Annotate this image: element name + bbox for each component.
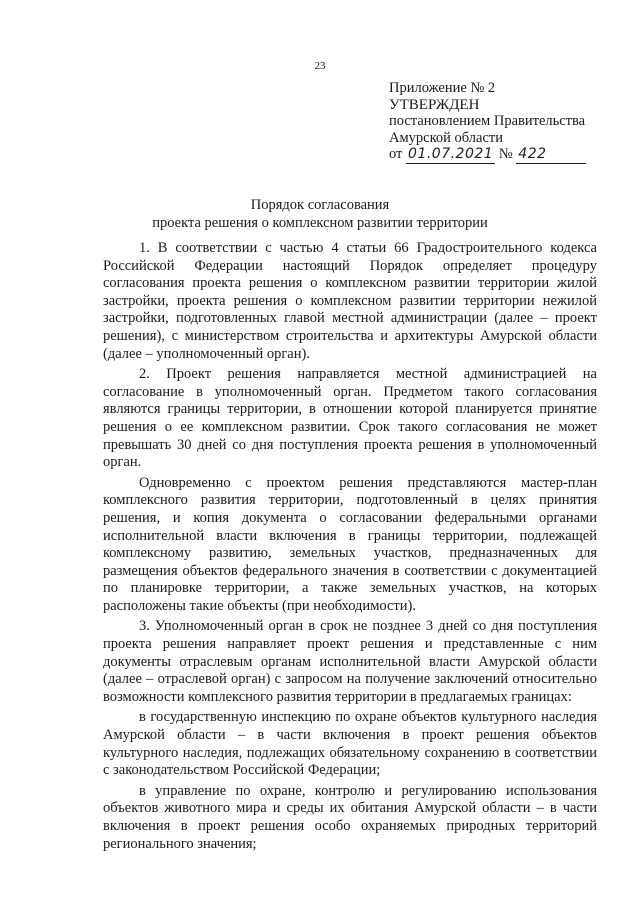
date-prefix: от [389, 146, 403, 162]
date-number-line [389, 146, 586, 164]
resolution-label: постановлением Правительства [389, 113, 586, 129]
paragraph: 2. Проект решения направляется местной администрацией на согласование в уполномоченный орган. Предметом такого согласования являются границы территории, в отношении которой планируется принятие решения о ее комплексном развитии. Срок такого согласования не может превышать 30 дней со дня поступления проекта решения в уполномоченный орган. [103, 366, 597, 471]
document-title [0, 196, 640, 232]
title-line-2: проекта решения о комплексном развитии территории [152, 215, 488, 231]
handwritten-date: 01.07.2021 [408, 146, 494, 162]
paragraph: в управление по охране, контролю и регулированию использования объектов животного мира и среды их обитания Амурской области – в части включения в проект решения особо охраняемых природных территорий регионального значения; [103, 782, 597, 852]
number-prefix: № [498, 146, 513, 162]
page-number: 23 [314, 60, 326, 72]
appendix-label: Приложение № 2 [389, 80, 496, 96]
paragraph: 1. В соответствии с частью 4 статьи 66 Градостроительного кодекса Российской Федерации настоящий Порядок определяет процедуру согласования проекта решения о комплексном развитии территории жилой застройки, проекта решения о комплексном развитии территории нежилой застройки, подготовленных главой местной администрации (далее – проект решения), с министерством строительства и архитектуры Амурской области (далее – уполномоченный орган). [103, 240, 597, 362]
paragraph: Одновременно с проектом решения представляются мастер-план комплексного развития территории, подготовленный в целях принятия решения, и копия документа о согласовании федеральными органами исполнительной власти включения в границы территории, подлежащей комплексному развитию, земельных участков, предназначенных для размещения объектов федерального значения в соответствии с документацией по планировке территории, а также земельных участков, на которых расположены такие объекты (при необходимости). [103, 474, 597, 614]
approval-block [389, 80, 586, 164]
region-label: Амурской области [389, 129, 503, 146]
document-body [103, 240, 597, 856]
paragraph: 3. Уполномоченный орган в срок не позднее 3 дней со дня поступления проекта решения направляет проект решения и представленные с ним документы отраслевым органам исполнительной власти Амурской области (далее – отраслевой орган) с запросом на получение заключений относительно возможности комплексного развития территории в предлагаемых границах: [103, 618, 597, 705]
paragraph: в государственную инспекцию по охране объектов культурного наследия Амурской области – в части включения в проект решения объектов культурного наследия, подлежащих обязательному сохранению в соответствии с законодательством Российской Федерации; [103, 709, 597, 779]
title-line-1: Порядок согласования [250, 197, 390, 213]
handwritten-number: 422 [516, 146, 586, 164]
approved-label: УТВЕРЖДЕН [389, 96, 480, 113]
